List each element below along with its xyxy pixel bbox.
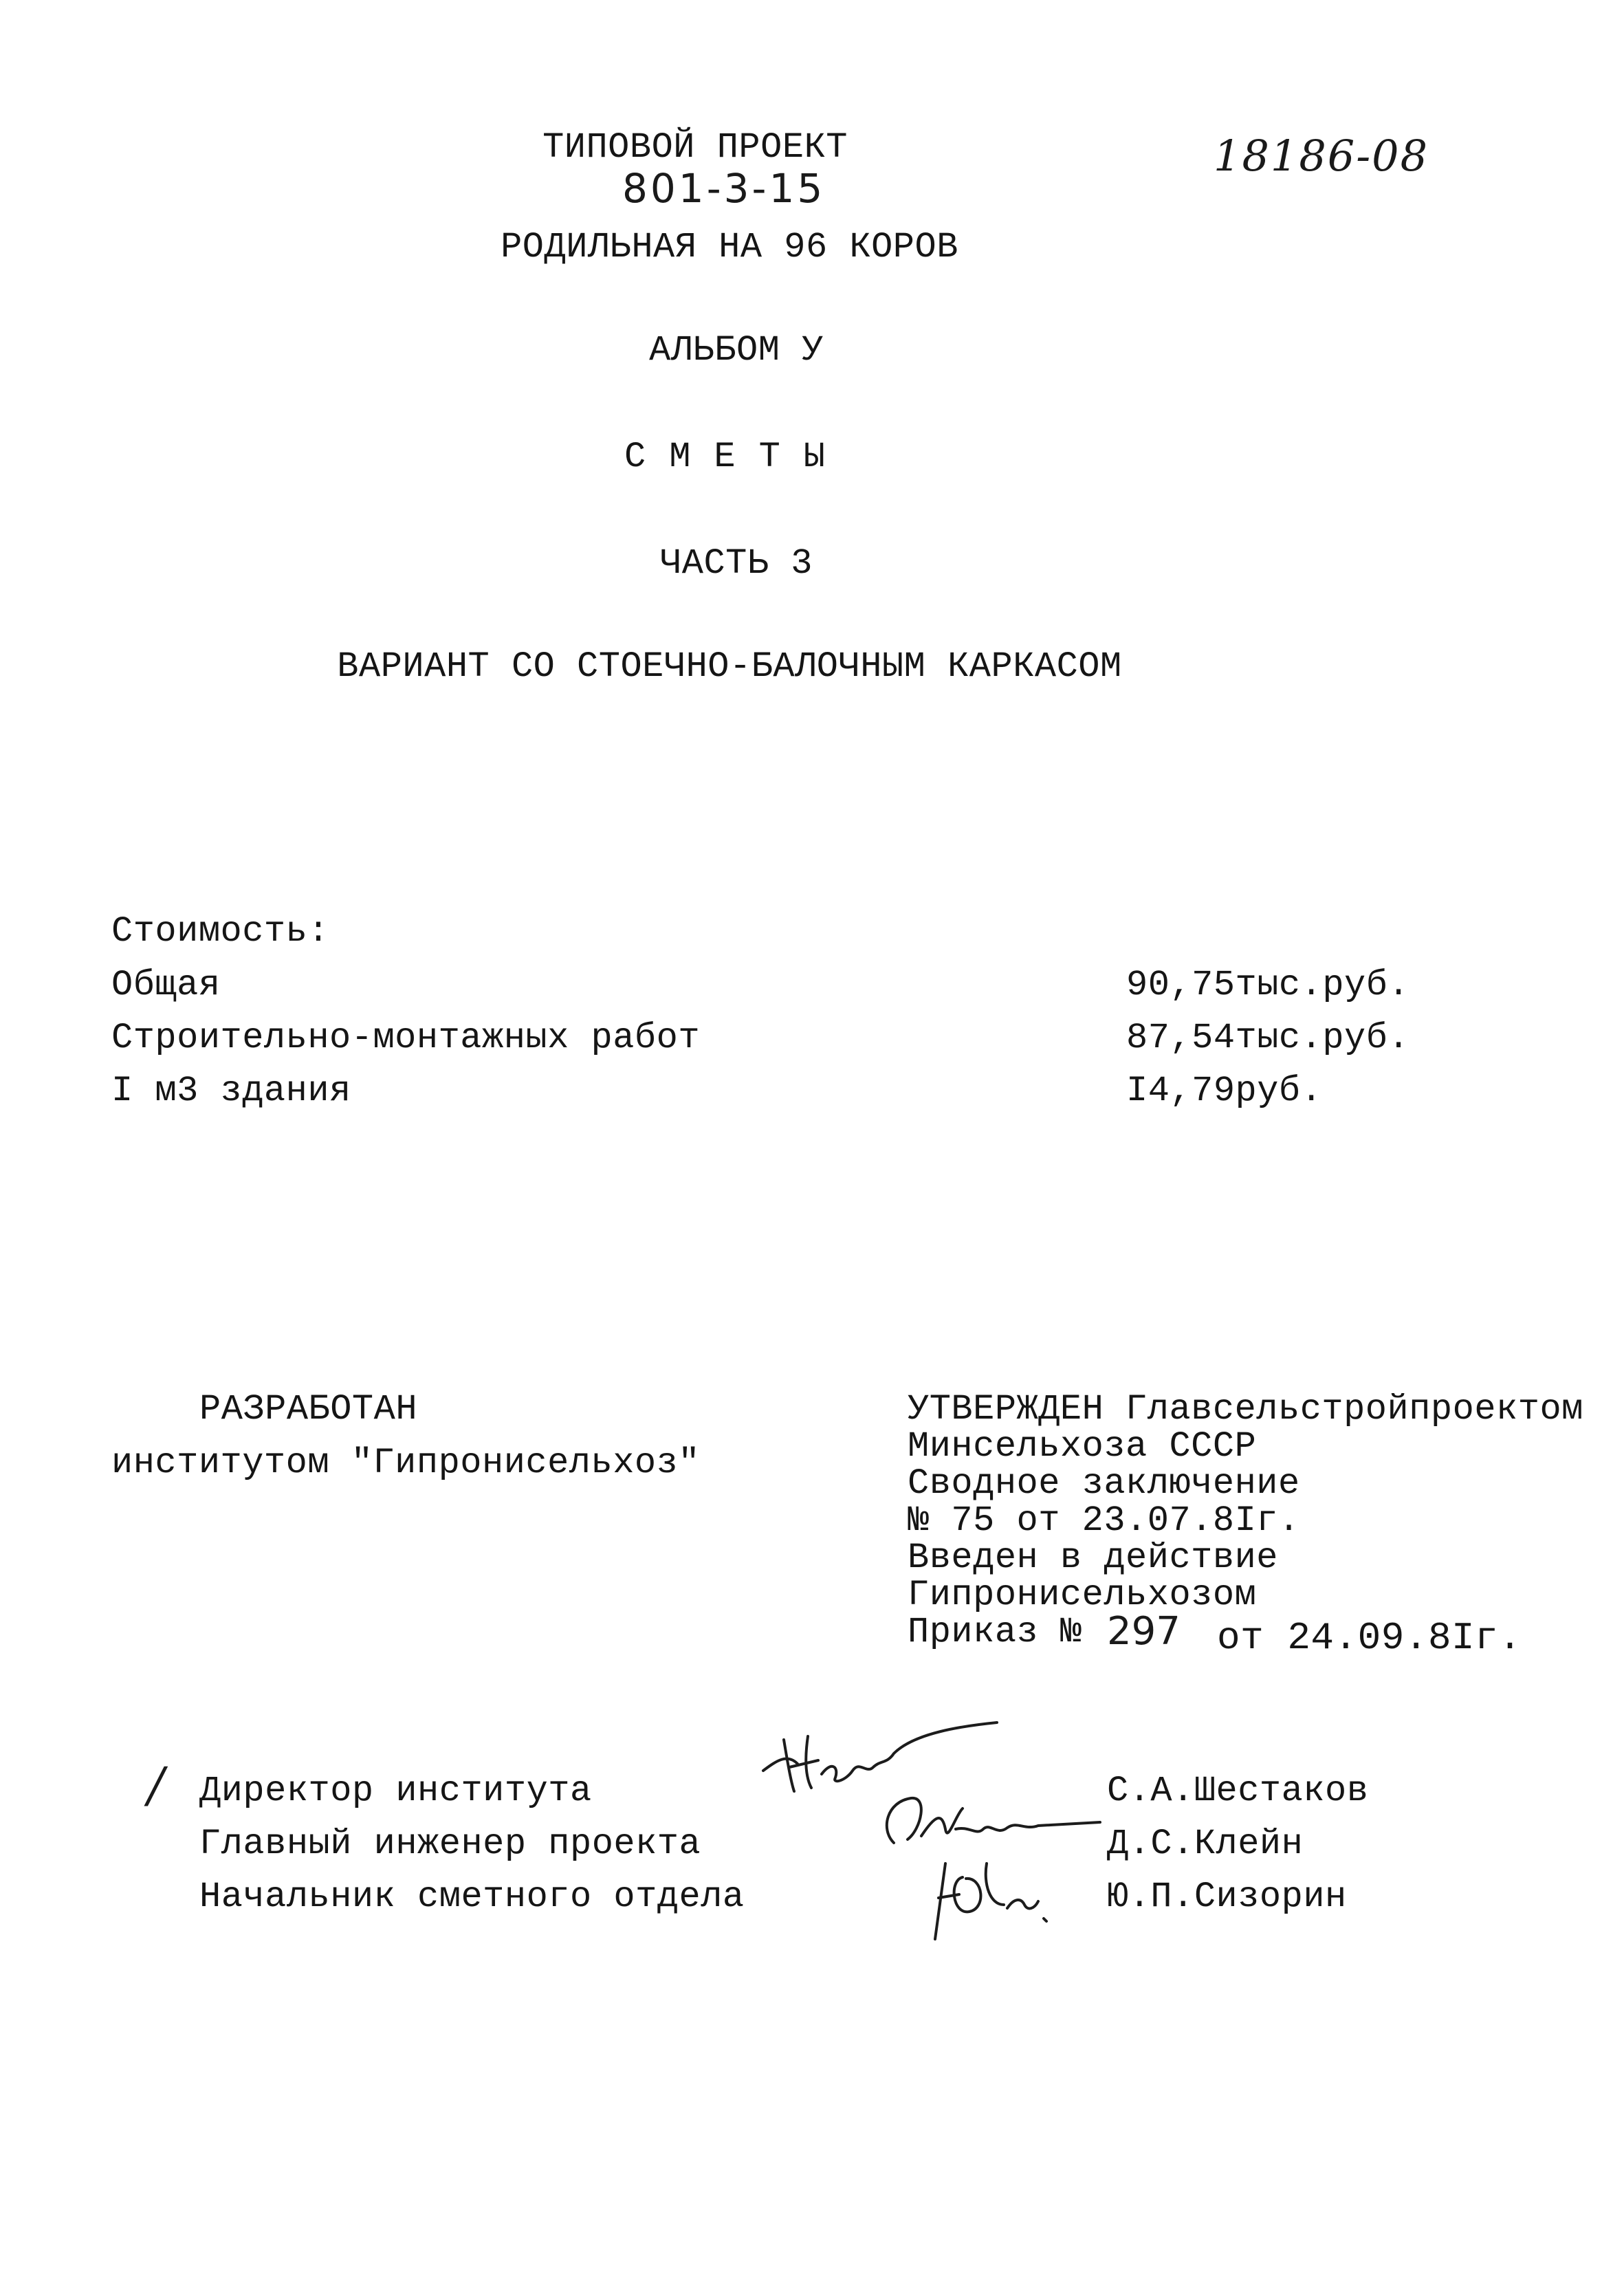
approval-line: Гипронисельхозом (908, 1575, 1257, 1615)
cost-row-value: I4,79руб. (1126, 1071, 1323, 1111)
approval-line: Введен в действие (908, 1538, 1278, 1578)
signatory-position: Директор института (199, 1771, 592, 1811)
cost-row-label: I м3 здания (111, 1071, 351, 1111)
signatory-position: Главный инженер проекта (199, 1824, 701, 1864)
cost-row-label: Строительно-монтажных работ (111, 1018, 701, 1058)
order-number: 297 (1107, 1609, 1181, 1654)
developed-by: институтом "Гипронисельхоз" (111, 1443, 701, 1483)
section-title: СМЕТЫ (624, 437, 849, 477)
signatory-name: Д.С.Клейн (1107, 1824, 1304, 1864)
signatory-position: Начальник сметного отдела (199, 1877, 745, 1917)
cost-row-label: Общая (111, 965, 221, 1005)
variant-label: ВАРИАНТ СО СТОЕЧНО-БАЛОЧНЫМ КАРКАСОМ (337, 646, 1122, 687)
signatory-name: Ю.П.Сизорин (1107, 1877, 1347, 1917)
signatory-name: С.А.Шестаков (1107, 1771, 1369, 1811)
project-number: 801-3-15 (622, 165, 826, 212)
approval-line: № 75 от 23.07.8Iг. (908, 1500, 1300, 1541)
inventory-number: 18186-08 (1214, 131, 1429, 181)
approval-line: Сводное заключение (908, 1463, 1300, 1504)
signature-estimate-head (921, 1850, 1059, 1946)
doc-type: ТИПОВОЙ ПРОЕКТ (542, 127, 848, 168)
album-label: АЛЬБОМ У (649, 330, 824, 371)
cost-row-value: 87,54тыс.руб. (1126, 1018, 1410, 1058)
approval-line: УТВЕРЖДЕН Главсельстройпроектом (908, 1389, 1583, 1430)
order-date: от 24.09.8Iг. (1217, 1616, 1522, 1660)
approval-line: Минсельхоза СССР (908, 1426, 1257, 1467)
cost-heading: Стоимость: (111, 911, 330, 952)
margin-mark: / (148, 1757, 164, 1813)
order-prefix: Приказ № (908, 1612, 1082, 1652)
part-label: ЧАСТЬ 3 (660, 543, 813, 584)
project-title: РОДИЛЬНАЯ НА 96 КОРОВ (501, 227, 958, 267)
cost-row-value: 90,75тыс.руб. (1126, 965, 1410, 1005)
developed-title: РАЗРАБОТАН (199, 1389, 418, 1430)
